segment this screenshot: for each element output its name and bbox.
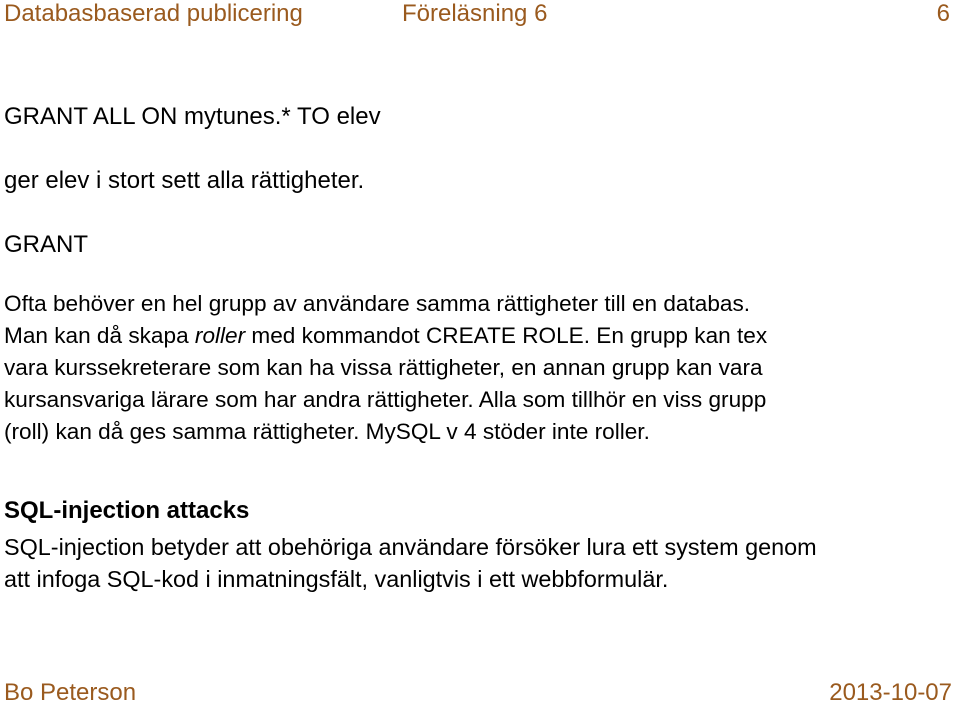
roles-term: roller: [194, 323, 246, 348]
lecture-title: Föreläsning 6: [402, 0, 548, 27]
roles-line-3: vara kurssekreterare som kan ha vissa rättigheter, en annan grupp kan vara: [4, 355, 763, 380]
sql-injection-line-1: SQL-injection betyder att obehöriga användare försöker lura ett system genom: [4, 534, 817, 560]
author-name: Bo Peterson: [4, 679, 137, 706]
grant-heading: GRANT: [4, 231, 88, 258]
sql-injection-line-2: att infoga SQL-kod i inmatningsfält, vanligtvis i ett webbformulär.: [4, 566, 669, 592]
roles-paragraph: [4, 288, 767, 448]
grant-all-explanation: ger elev i stort sett alla rättigheter.: [4, 167, 365, 194]
roles-line-2-end: med kommandot CREATE ROLE. En grupp kan tex: [245, 323, 768, 348]
grant-all-command: GRANT ALL ON mytunes.* TO elev: [4, 103, 381, 130]
roles-line-2-start: Man kan då skapa: [4, 323, 195, 348]
roles-line-5: (roll) kan då ges samma rättigheter. MySQL v 4 stöder inte roller.: [4, 419, 650, 444]
roles-line-1: Ofta behöver en hel grupp av användare samma rättigheter till en databas.: [4, 291, 751, 316]
slide-date: 2013-10-07: [829, 679, 952, 706]
course-title: Databasbaserad publicering: [4, 0, 303, 27]
roles-line-4: kursansvariga lärare som har andra rättigheter. Alla som tillhör en viss grupp: [4, 387, 767, 412]
sql-injection-heading: SQL-injection attacks: [4, 497, 250, 524]
sql-injection-paragraph: [4, 531, 817, 595]
page-number: 6: [936, 0, 950, 27]
roles-line-2: [4, 320, 767, 352]
